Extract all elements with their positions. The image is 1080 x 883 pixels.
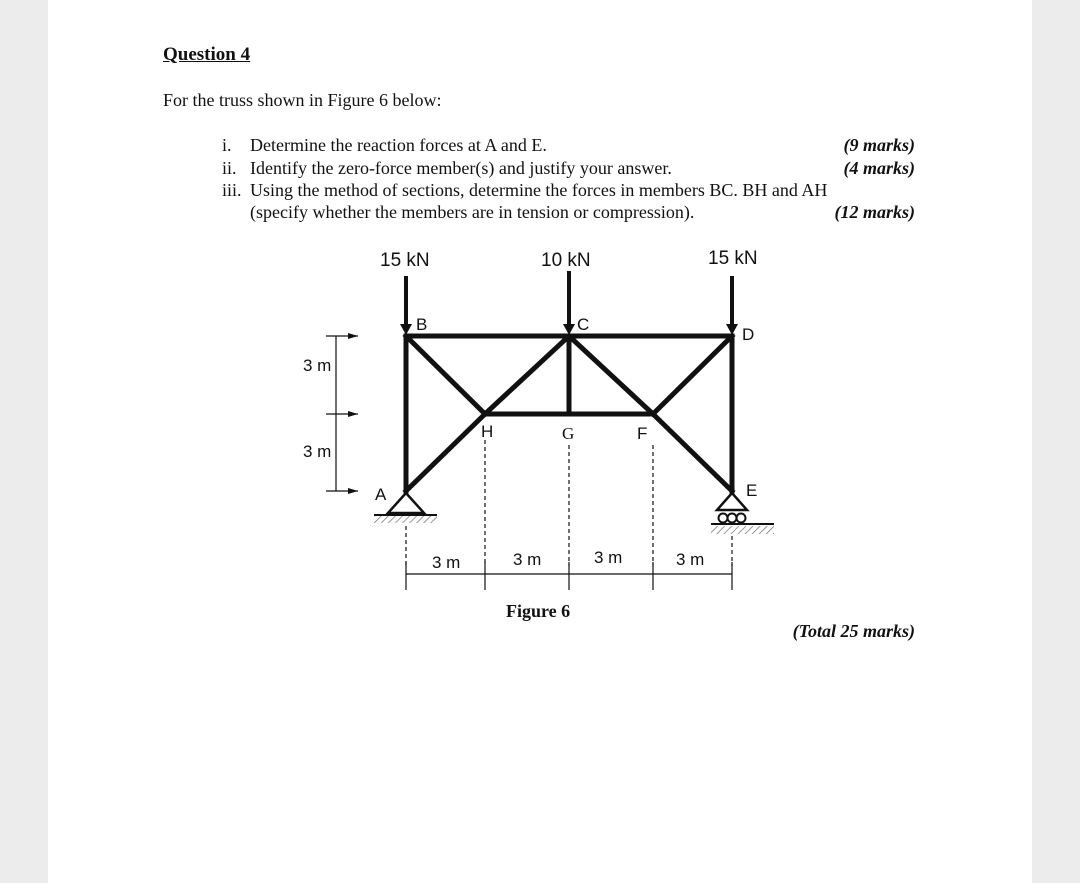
task-2-number: ii.: [222, 158, 237, 178]
truss-figure: [296, 240, 796, 630]
task-2-marks: (4 marks): [843, 158, 915, 178]
extension-lines: [406, 440, 732, 566]
dim-label-h2: 3 m: [513, 550, 542, 569]
member-hc: [485, 336, 569, 414]
task-1-marks: (9 marks): [843, 135, 915, 155]
node-label-g: G: [562, 424, 575, 443]
node-label-b: B: [416, 315, 428, 334]
node-labels: [375, 315, 757, 504]
load-arrowhead-c: [563, 324, 575, 335]
member-fe: [653, 414, 732, 491]
node-label-h: H: [481, 422, 494, 441]
node-label-a: A: [375, 485, 387, 504]
dim-label-h3: 3 m: [594, 548, 623, 567]
task-3-marks: (12 marks): [834, 202, 915, 222]
load-arrows: [400, 271, 738, 335]
task-2-text: Identify the zero-force member(s) and justify your answer.: [250, 158, 672, 178]
task-3-text-continued: (specify whether the members are in tension or compression).: [250, 202, 695, 222]
task-3-text: Using the method of sections, determine the forces in members BC. BH and AH: [250, 180, 828, 200]
node-label-e: E: [746, 481, 758, 500]
figure-caption: Figure 6: [506, 601, 571, 621]
load-arrowhead-b: [400, 324, 412, 335]
member-fd: [653, 336, 732, 414]
dim-label-h1: 3 m: [432, 553, 461, 572]
vertical-dimension-labels: [303, 356, 331, 461]
question-intro: For the truss shown in Figure 6 below:: [163, 90, 442, 110]
task-1-number: i.: [222, 135, 232, 155]
horizontal-dimension-labels: [432, 548, 704, 572]
load-label-c: 10 kN: [541, 250, 591, 271]
load-label-b: 15 kN: [380, 250, 430, 271]
task-3-number: iii.: [222, 180, 242, 200]
dim-label-h4: 3 m: [676, 550, 705, 569]
member-cf: [569, 336, 653, 414]
document-page: [48, 0, 1032, 883]
total-marks: (Total 25 marks): [792, 621, 915, 641]
dim-label-v1: 3 m: [303, 356, 332, 375]
dim-label-v2: 3 m: [303, 442, 332, 461]
question-heading: Question 4: [163, 44, 251, 65]
load-arrowhead-d: [726, 324, 738, 335]
node-label-c: C: [577, 315, 590, 334]
load-labels: [380, 248, 758, 271]
task-1-text: Determine the reaction forces at A and E.: [250, 135, 547, 155]
node-label-f: F: [637, 424, 648, 443]
member-bh: [406, 336, 485, 414]
load-label-d: 15 kN: [708, 248, 758, 269]
node-label-d: D: [742, 325, 755, 344]
member-ah: [406, 414, 485, 491]
roller-support-e: [711, 493, 774, 534]
